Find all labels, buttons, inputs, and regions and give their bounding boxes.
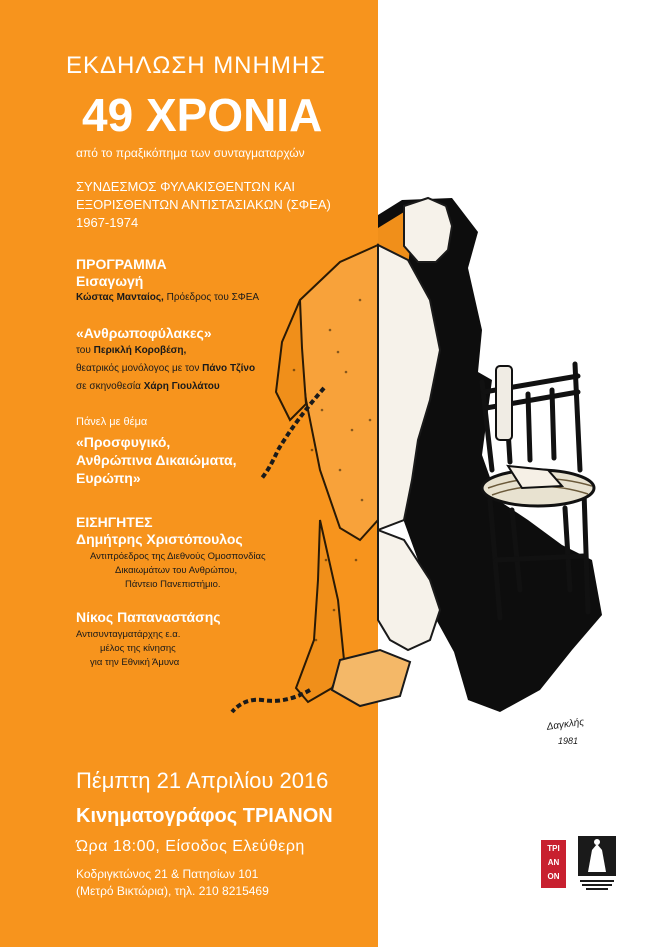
play-direction-line	[76, 381, 220, 392]
artist-signature: Δαγκλής	[546, 716, 585, 733]
ankle-chain	[232, 690, 310, 712]
event-title: ΕΚΔΗΛΩΣΗ ΜΝΗΜΗΣ	[66, 52, 327, 79]
trianon-logo-line-3: ΟΝ	[547, 872, 560, 881]
address-line-1: Κοδριγκτώνος 21 & Πατησίων 101	[76, 867, 259, 881]
years-heading: 49 ΧΡΟΝΙΑ	[82, 89, 323, 141]
play-title: «Ανθρωποφύλακες»	[76, 325, 212, 341]
play-monologue-line	[76, 363, 255, 374]
time-and-entry: Ώρα 18:00, Είσοδος Ελεύθερη	[76, 838, 305, 855]
organization-line-2: ΕΞΟΡΙΣΘΕΝΤΩΝ ΑΝΤΙΣΤΑΣΙΑΚΩΝ (ΣΦΕΑ)	[76, 197, 331, 212]
panel-title-line-1: «Προσφυγικό,	[76, 434, 171, 450]
subtitle: από το πραξικόπημα των συνταγματαρχών	[76, 146, 305, 160]
trianon-logo	[541, 840, 566, 888]
play-director: Χάρη Γιουλάτου	[143, 381, 220, 392]
intro-speaker-role: Πρόεδρος του ΣΦΕΑ	[166, 292, 260, 303]
speaker-2-role-3: για την Εθνική Άμυνα	[90, 657, 180, 668]
speaker-1-role-1: Αντιπρόεδρος της Διεθνούς Ομοσπονδίας	[90, 551, 266, 562]
intro-speaker-name: Κώστας Μανταίος,	[76, 292, 164, 303]
play-author-line	[76, 345, 186, 356]
play-by-prefix: του	[76, 345, 91, 356]
panel-title-line-3: Ευρώπη»	[76, 470, 141, 486]
trianon-logo-line-1: ΤΡΙ	[547, 844, 560, 853]
event-date: Πέμπτη 21 Απριλίου 2016	[76, 768, 329, 793]
organization-line-1: ΣΥΝΔΕΣΜΟΣ ΦΥΛΑΚΙΣΘΕΝΤΩΝ ΚΑΙ	[76, 179, 295, 194]
sfea-logo-emblem	[578, 836, 616, 892]
intro-heading: Εισαγωγή	[76, 273, 144, 289]
organization-years: 1967-1974	[76, 215, 139, 230]
play-direction-prefix: σε σκηνοθεσία	[76, 381, 141, 392]
play-monologue-prefix: θεατρικός μονόλογος με τον	[76, 363, 200, 374]
artist-signature-year: 1981	[558, 736, 579, 746]
cloth-on-chair	[496, 366, 512, 440]
speaker-1-role-2: Δικαιωμάτων του Ανθρώπου,	[115, 565, 238, 576]
program-heading: ΠΡΟΓΡΑΜΜΑ	[76, 256, 167, 272]
venue-name: Κινηματογράφος ΤΡΙΑΝΟΝ	[76, 805, 333, 827]
trianon-logo-line-2: ΑΝ	[547, 858, 560, 867]
speaker-1-role-3: Πάντειο Πανεπιστήμιο.	[125, 579, 221, 590]
address-line-2: (Μετρό Βικτώρια), τηλ. 210 8215469	[76, 884, 269, 898]
speakers-heading: ΕΙΣΗΓΗΤΕΣ	[76, 514, 153, 530]
intro-speaker	[76, 292, 259, 303]
play-author: Περικλή Κοροβέση,	[93, 345, 187, 356]
speaker-2-role-2: μέλος της κίνησης	[100, 643, 176, 654]
speaker-2-role-1: Αντισυνταγματάρχης ε.α.	[76, 629, 181, 640]
speaker-2-name: Νίκος Παπαναστάσης	[76, 609, 221, 625]
play-actor: Πάνο Τζίνο	[202, 363, 256, 374]
panel-intro: Πάνελ με θέμα	[76, 416, 148, 428]
panel-title-line-2: Ανθρώπινα Δικαιώματα,	[76, 452, 237, 468]
speaker-1-name: Δημήτρης Χριστόπουλος	[76, 531, 243, 547]
